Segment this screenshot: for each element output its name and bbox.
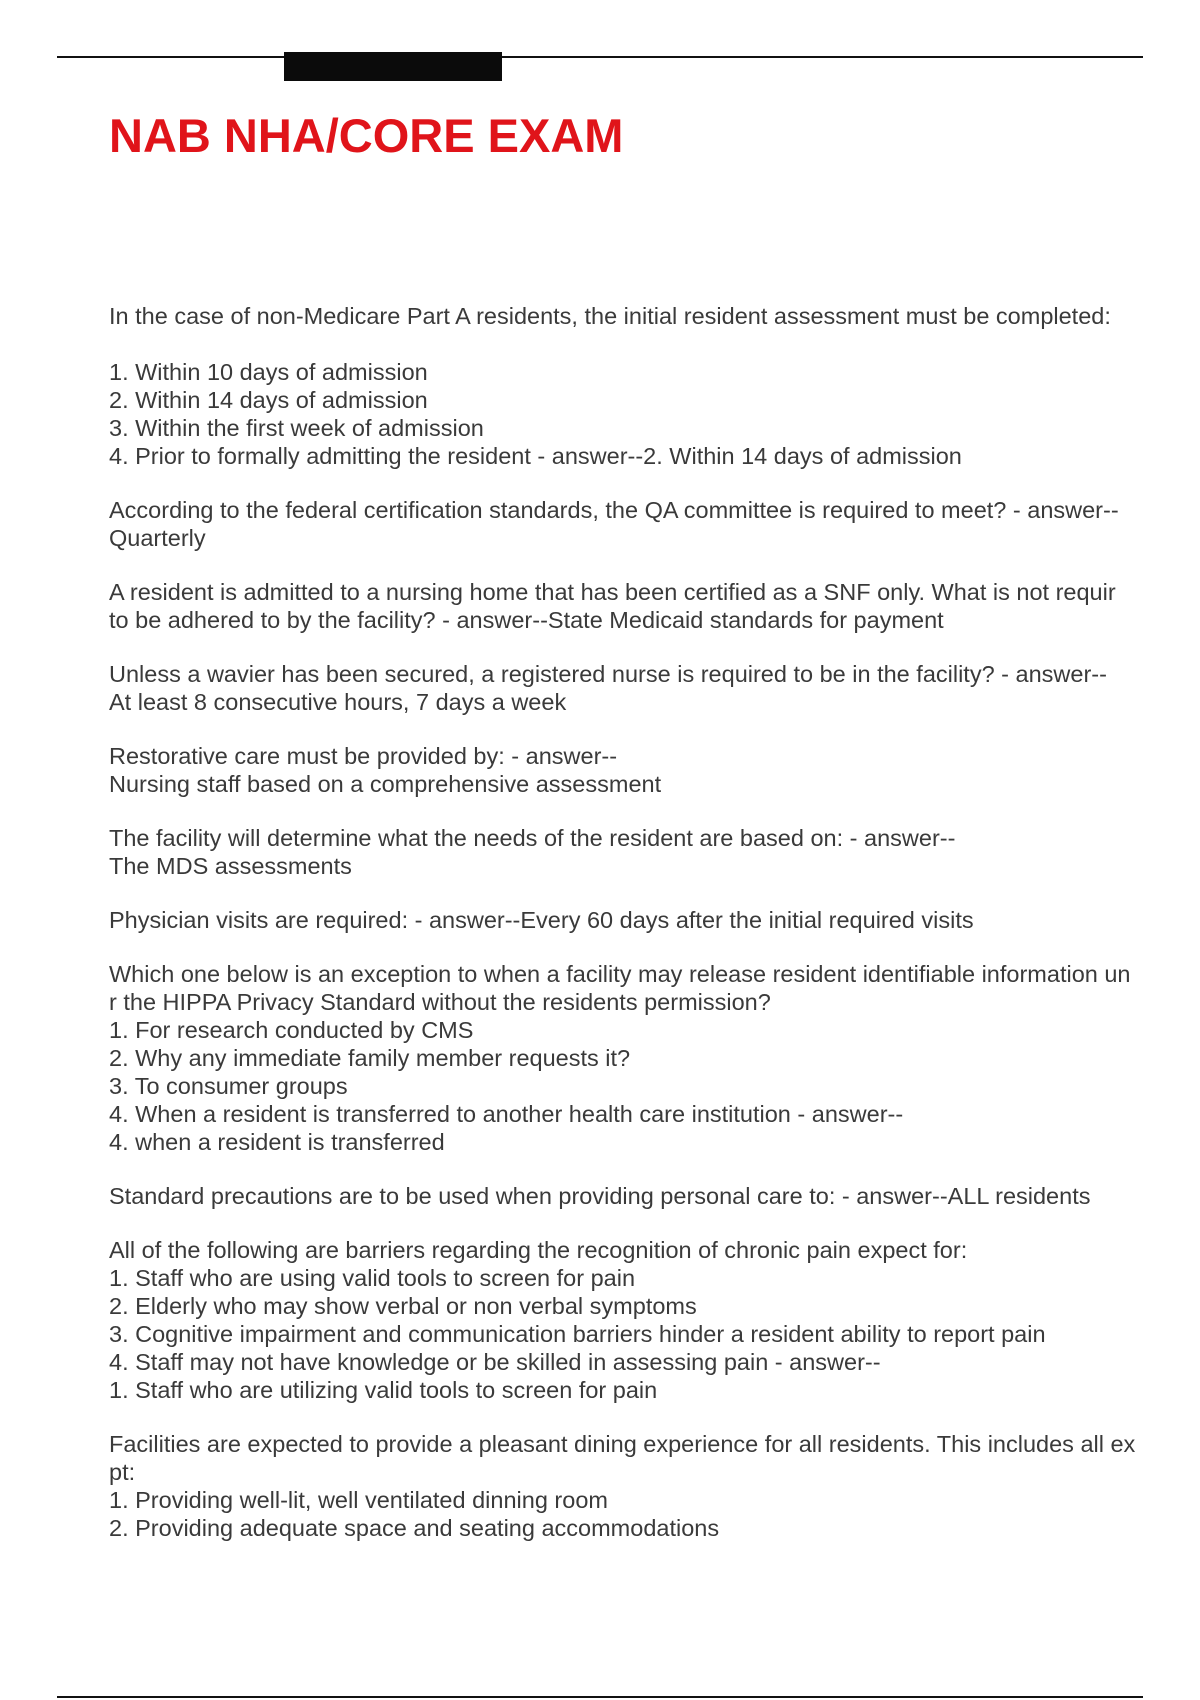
text-line: r the HIPPA Privacy Standard without the residents permission? <box>109 989 771 1015</box>
text-line: 4. Staff may not have knowledge or be skilled in assessing pain - answer-- <box>109 1349 881 1375</box>
qa-block <box>109 960 1200 1156</box>
text-line: 3. Within the first week of admission <box>109 415 484 441</box>
text-line: Unless a wavier has been secured, a registered nurse is required to be in the facility? - answer-- <box>109 661 1107 687</box>
qa-block <box>109 358 1200 470</box>
text-line: Standard precautions are to be used when providing personal care to: - answer--ALL residents <box>109 1183 1091 1209</box>
text-line: 1. Within 10 days of admission <box>109 359 428 385</box>
qa-block <box>109 906 1200 934</box>
text-line: 2. Within 14 days of admission <box>109 387 428 413</box>
qa-block <box>109 1430 1200 1542</box>
intro-question <box>109 302 1200 330</box>
text-line: A resident is admitted to a nursing home that has been certified as a SNF only. What is not requir <box>109 579 1116 605</box>
text-line: Facilities are expected to provide a pleasant dining experience for all residents. This includes all ex <box>109 1431 1136 1457</box>
text-line: 2. Providing adequate space and seating accommodations <box>109 1515 720 1541</box>
text-line: Quarterly <box>109 525 206 551</box>
qa-block <box>109 660 1200 716</box>
text-line: 4. when a resident is transferred <box>109 1129 445 1155</box>
text-line: 1. Providing well-lit, well ventilated dinning room <box>109 1487 608 1513</box>
text-line: All of the following are barriers regarding the recognition of chronic pain expect for: <box>109 1237 968 1263</box>
text-line: The MDS assessments <box>109 853 352 879</box>
text-line: 4. When a resident is transferred to another health care institution - answer-- <box>109 1101 904 1127</box>
qa-block <box>109 742 1200 798</box>
text-line: At least 8 consecutive hours, 7 days a week <box>109 689 567 715</box>
text-line: 1. Staff who are using valid tools to screen for pain <box>109 1265 636 1291</box>
text-line: In the case of non-Medicare Part A residents, the initial resident assessment must be completed: <box>109 303 1111 329</box>
qa-block <box>109 1236 1200 1404</box>
text-line: Which one below is an exception to when a facility may release resident identifiable information un <box>109 961 1131 987</box>
redaction-block <box>284 52 502 81</box>
text-line: The facility will determine what the needs of the resident are based on: - answer-- <box>109 825 956 851</box>
text-line: pt: <box>109 1459 136 1485</box>
text-line: 4. Prior to formally admitting the resident - answer--2. Within 14 days of admission <box>109 443 962 469</box>
document-title: NAB NHA/CORE EXAM <box>109 109 624 162</box>
text-line: Nursing staff based on a comprehensive assessment <box>109 771 662 797</box>
qa-block <box>109 824 1200 880</box>
text-line: Physician visits are required: - answer--Every 60 days after the initial required visits <box>109 907 974 933</box>
qa-block <box>109 1182 1200 1210</box>
text-line: 2. Elderly who may show verbal or non verbal symptoms <box>109 1293 697 1319</box>
text-line: 3. Cognitive impairment and communication barriers hinder a resident ability to report pain <box>109 1321 1046 1347</box>
text-line: to be adhered to by the facility? - answer--State Medicaid standards for payment <box>109 607 944 633</box>
text-line: Restorative care must be provided by: - answer-- <box>109 743 618 769</box>
text-line: According to the federal certification standards, the QA committee is required to meet? - answer-- <box>109 497 1119 523</box>
qa-block <box>109 578 1200 634</box>
qa-block <box>109 496 1200 552</box>
text-line: 1. For research conducted by CMS <box>109 1017 474 1043</box>
text-line: 2. Why any immediate family member requests it? <box>109 1045 631 1071</box>
footer-rule <box>57 1696 1143 1698</box>
header-rule <box>57 56 1143 58</box>
text-line: 1. Staff who are utilizing valid tools to screen for pain <box>109 1377 658 1403</box>
text-line: 3. To consumer groups <box>109 1073 348 1099</box>
document-body <box>109 302 1200 1568</box>
